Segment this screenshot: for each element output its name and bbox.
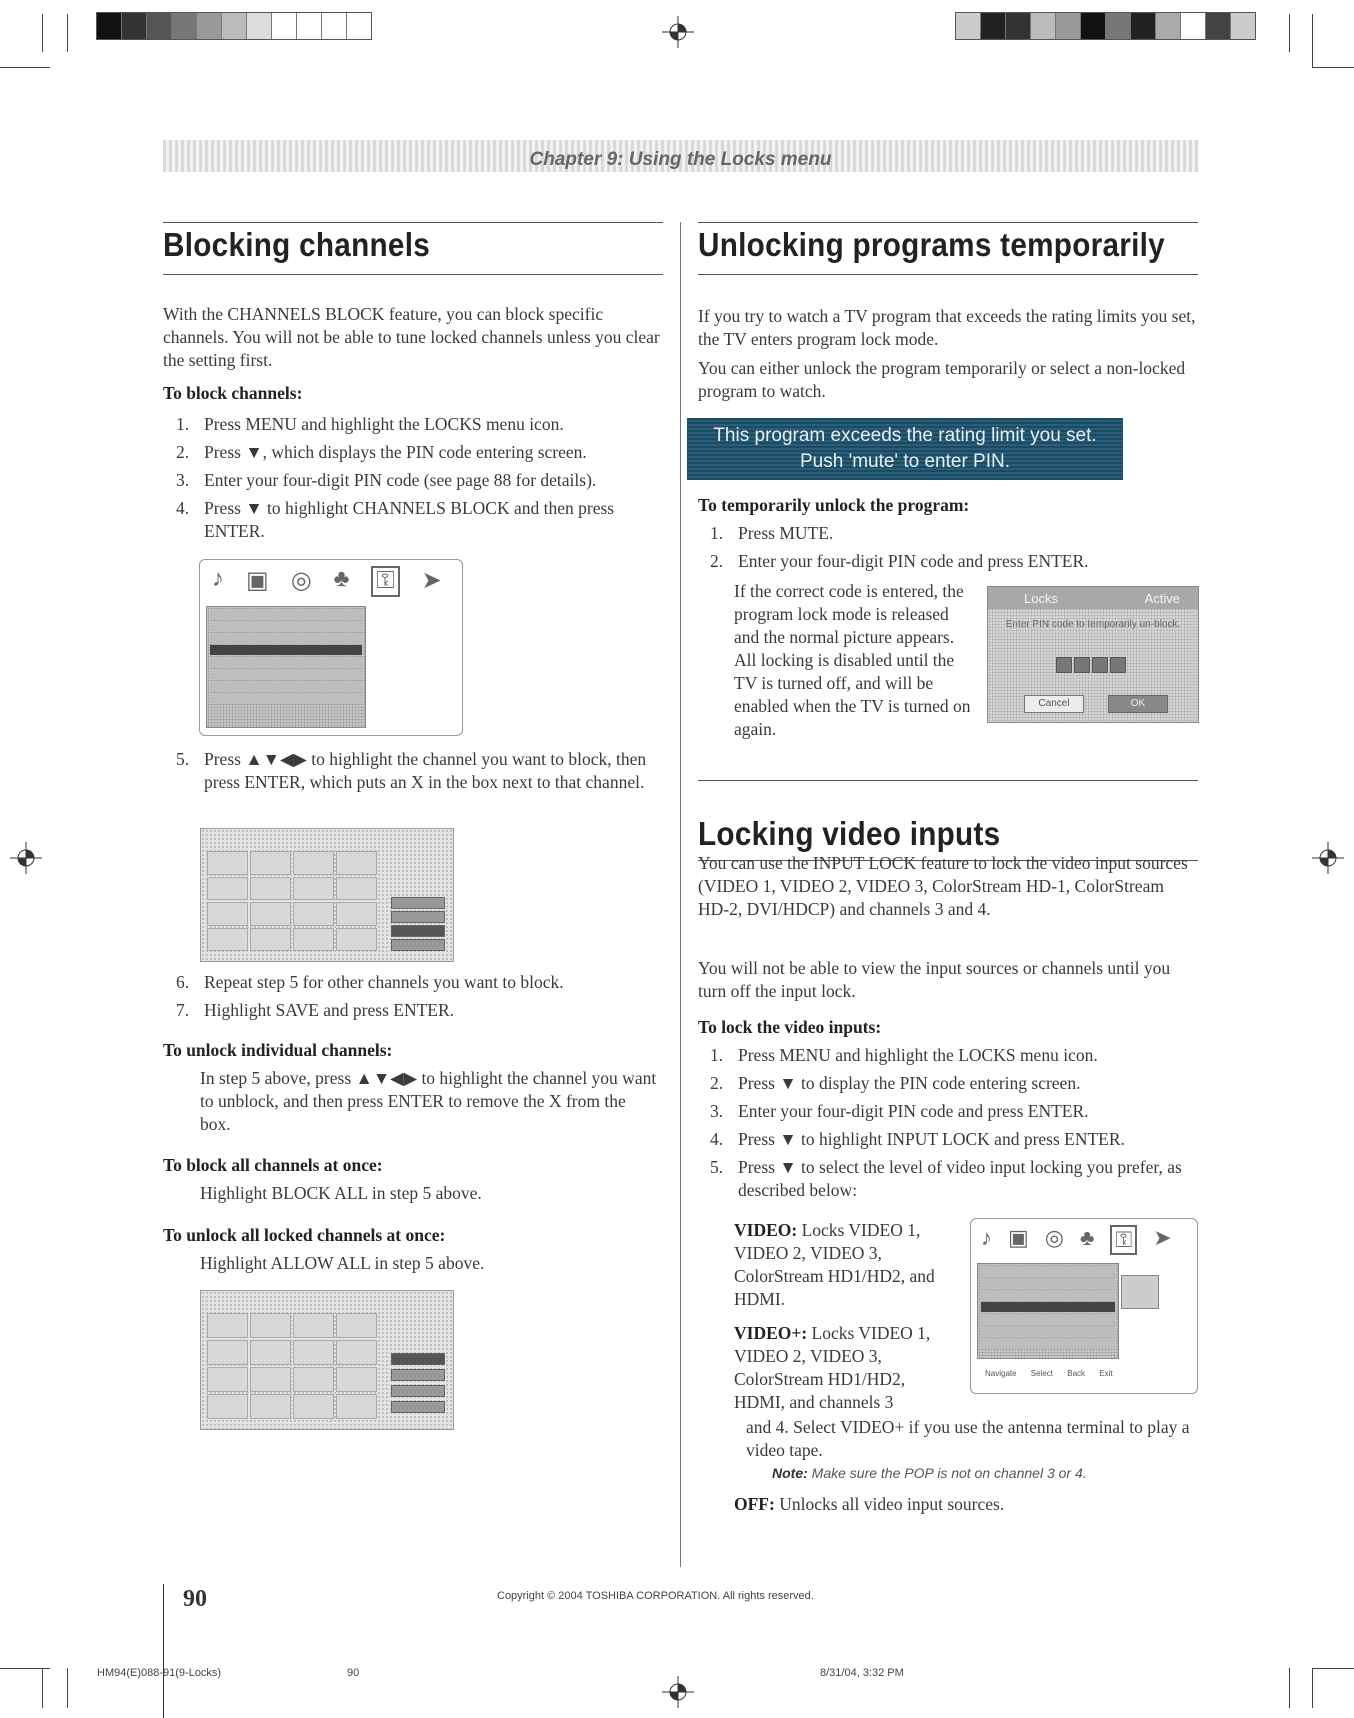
- rating-message-line2: Push 'mute' to enter PIN.: [799, 451, 1011, 472]
- registration-target-icon: [662, 1676, 694, 1708]
- slug-file: HM94(E)088-91(9-Locks): [97, 1667, 222, 1679]
- list-item: 5. Press ▲▼◀▶ to highlight the channel you want to block, then press ENTER, which puts an X in the box next to that channel.: [176, 749, 647, 792]
- picture-icon: ♪: [212, 566, 224, 592]
- crop-mark: [42, 1668, 43, 1708]
- pin-digit-box: [1092, 657, 1108, 673]
- input-lock-menu-screenshot: [970, 1218, 1198, 1394]
- heading-rule: [163, 222, 663, 223]
- section-heading-locking-video-inputs: Locking video inputs: [698, 815, 1001, 852]
- picture-icon: ♪: [981, 1225, 992, 1250]
- block-steps-list: [176, 413, 666, 548]
- footer-divider: [163, 1584, 164, 1718]
- list-item: 1. Press MENU and highlight the LOCKS menu icon.: [176, 414, 564, 434]
- note: [772, 1462, 1087, 1485]
- dialog-ok-button: OK: [1108, 695, 1168, 713]
- off-option-label: OFF:: [734, 1494, 775, 1514]
- preferences-icon: ♣: [1080, 1225, 1095, 1250]
- allow-all-text: Highlight ALLOW ALL in step 5 above.: [200, 1253, 485, 1273]
- channels-allow-screenshot: [200, 1290, 454, 1430]
- list-item: 7. Highlight SAVE and press ENTER.: [176, 1000, 455, 1020]
- list-item: 4. Press ▼ to highlight CHANNELS BLOCK and then press ENTER.: [176, 498, 615, 541]
- pin-digit-box: [1110, 657, 1126, 673]
- crop-mark: [42, 14, 43, 52]
- locking-intro-2: You will not be able to view the input sources or channels until you turn off the input lock.: [698, 958, 1171, 1001]
- list-item: 2. Enter your four-digit PIN code and press ENTER.: [710, 551, 1089, 571]
- registration-target-icon: [662, 16, 694, 48]
- copyright: Copyright © 2004 TOSHIBA CORPORATION. All rights reserved.: [497, 1590, 814, 1602]
- crop-mark: [67, 14, 68, 52]
- list-item: 6. Repeat step 5 for other channels you want to block.: [176, 972, 564, 992]
- heading-rule: [163, 274, 663, 275]
- videoplus-option: [734, 1322, 954, 1414]
- dialog-title: Locks: [1024, 591, 1058, 606]
- applications-icon: ➤: [421, 568, 442, 594]
- videoplus-option-label: VIDEO+:: [734, 1323, 808, 1343]
- locks-menu-screenshot: [199, 559, 463, 736]
- lock-inputs-steps: [710, 1044, 1200, 1207]
- audio-icon: ▣: [1008, 1225, 1029, 1250]
- locks-icon: ⚿: [371, 566, 399, 597]
- list-item: 2. Press ▼, which displays the PIN code entering screen.: [176, 442, 587, 462]
- video-option: [734, 1219, 954, 1311]
- unlocking-intro-1: If you try to watch a TV program that exceeds the rating limits you set, the TV enters program lock mode.: [698, 306, 1196, 349]
- registration-target-icon: [10, 842, 42, 874]
- subheading-temporarily-unlock: To temporarily unlock the program:: [698, 495, 970, 515]
- color-registration-bar-left: [96, 12, 372, 40]
- unlock-individual-text: In step 5 above, press ▲▼◀▶ to highlight the channel you want to unblock, and then press ENTER to remove the X from the box.: [200, 1068, 657, 1134]
- audio-icon: ▣: [246, 568, 269, 594]
- allow-all-button: [391, 897, 445, 909]
- crop-mark: [1289, 14, 1290, 52]
- dialog-cancel-button: Cancel: [1024, 695, 1084, 713]
- subheading-to-block-channels: To block channels:: [163, 383, 303, 403]
- pin-entry-dialog-screenshot: [987, 586, 1199, 723]
- setup-icon: ◎: [290, 568, 312, 594]
- note-text: Make sure the POP is not on channel 3 or 4.: [811, 1465, 1087, 1481]
- heading-rule: [698, 222, 1198, 223]
- heading-rule: [698, 780, 1198, 781]
- menu-icon-row: [212, 566, 442, 597]
- heading-rule: [698, 274, 1198, 275]
- crop-mark: [1312, 14, 1313, 68]
- block-all-text: Highlight BLOCK ALL in step 5 above.: [200, 1183, 482, 1203]
- save-button: [391, 1385, 445, 1397]
- channels-block-screenshot: [200, 828, 454, 962]
- subheading-unlock-individual: To unlock individual channels:: [163, 1040, 393, 1060]
- list-item: 2. Press ▼ to display the PIN code entering screen.: [710, 1073, 1081, 1093]
- off-option: [734, 1493, 1004, 1516]
- block-steps-list-2: [176, 971, 666, 1027]
- list-item: 1. Press MENU and highlight the LOCKS menu icon.: [710, 1045, 1098, 1065]
- crop-mark: [1289, 1668, 1290, 1708]
- column-divider: [680, 222, 681, 1567]
- page-number: 90: [183, 1586, 207, 1612]
- videoplus-option-continued: and 4. Select VIDEO+ if you use the antenna terminal to play a video tape.: [746, 1417, 1190, 1460]
- list-item: 5. Press ▼ to select the level of video input locking you prefer, as described below:: [710, 1157, 1182, 1200]
- rating-message-line1: This program exceeds the rating limit you set.: [713, 425, 1097, 446]
- subheading-block-all: To block all channels at once:: [163, 1155, 383, 1175]
- list-item: 3. Enter your four-digit PIN code and press ENTER.: [710, 1101, 1089, 1121]
- pin-digit-box: [1056, 657, 1072, 673]
- crop-mark: [1312, 67, 1354, 68]
- rating-limit-message-screenshot: [687, 418, 1123, 480]
- videoplus-option-text: Locks VIDEO 1, VIDEO 2, VIDEO 3, ColorStream HD1/HD2, HDMI, and channels 3: [734, 1323, 931, 1412]
- dialog-message: Enter PIN code to temporarily un-block.: [1005, 619, 1181, 630]
- video-option-label: VIDEO:: [734, 1220, 798, 1240]
- locks-icon: ⚿: [1110, 1225, 1137, 1255]
- temp-unlock-steps: [710, 522, 1200, 578]
- locking-intro-1: You can use the INPUT LOCK feature to lock the video input sources (VIDEO 1, VIDEO 2, VIDEO 3, ColorStream HD-1, ColorStream HD-2, DVI/HDCP) and channels 3 and 4.: [698, 853, 1188, 919]
- color-registration-bar-right: [955, 12, 1256, 40]
- pin-digit-box: [1074, 657, 1090, 673]
- blocking-intro: With the CHANNELS BLOCK feature, you can block specific channels. You will not be able to tune locked channels unless you clear the setting first.: [163, 304, 660, 370]
- chapter-title: Chapter 9: Using the Locks menu: [529, 149, 832, 170]
- registration-target-icon: [1312, 842, 1344, 874]
- chapter-banner: [163, 140, 1198, 172]
- navigation-hints: Navigate Select Back Exit: [985, 1369, 1113, 1378]
- save-button: [391, 925, 445, 937]
- cancel-button: [391, 1401, 445, 1413]
- unlocking-intro-2: You can either unlock the program temporarily or select a non-locked program to watch.: [698, 358, 1186, 401]
- dialog-status: Active: [1144, 591, 1180, 606]
- crop-mark: [1312, 1668, 1313, 1708]
- applications-icon: ➤: [1153, 1225, 1172, 1250]
- crop-mark: [0, 67, 50, 68]
- preferences-icon: ♣: [333, 566, 350, 592]
- crop-mark: [1312, 1668, 1354, 1669]
- list-item: 3. Enter your four-digit PIN code (see page 88 for details).: [176, 470, 597, 490]
- block-all-button: [391, 911, 445, 923]
- section-heading-blocking-channels: Blocking channels: [163, 226, 431, 263]
- slug-page: 90: [347, 1667, 360, 1679]
- block-all-button: [391, 1369, 445, 1381]
- cancel-button: [391, 939, 445, 951]
- input-lock-options: [1121, 1275, 1159, 1309]
- block-step-5: [176, 748, 666, 799]
- video-option-text: Locks VIDEO 1, VIDEO 2, VIDEO 3, ColorStream HD1/HD2, and HDMI.: [734, 1220, 935, 1309]
- list-item: 4. Press ▼ to highlight INPUT LOCK and press ENTER.: [710, 1129, 1125, 1149]
- locks-menu-panel: [206, 606, 366, 728]
- setup-icon: ◎: [1044, 1225, 1064, 1250]
- slug-date: 8/31/04, 3:32 PM: [820, 1667, 904, 1679]
- crop-mark: [0, 1668, 50, 1669]
- list-item: 1. Press MUTE.: [710, 523, 834, 543]
- note-label: Note:: [772, 1465, 808, 1481]
- unlock-released-text: If the correct code is entered, the program lock mode is released and the normal picture appears. All locking is disabled until the TV is turned off, and will be enabled when the TV is turned on again.: [734, 581, 971, 739]
- allow-all-button: [391, 1353, 445, 1365]
- subheading-lock-video-inputs: To lock the video inputs:: [698, 1017, 882, 1037]
- subheading-unlock-all: To unlock all locked channels at once:: [163, 1225, 446, 1245]
- crop-mark: [67, 1668, 68, 1708]
- locks-menu-panel: [977, 1263, 1119, 1359]
- off-option-text: Unlocks all video input sources.: [779, 1494, 1005, 1514]
- section-heading-unlocking-programs: Unlocking programs temporarily: [698, 226, 1165, 263]
- menu-icon-row: [981, 1225, 1172, 1255]
